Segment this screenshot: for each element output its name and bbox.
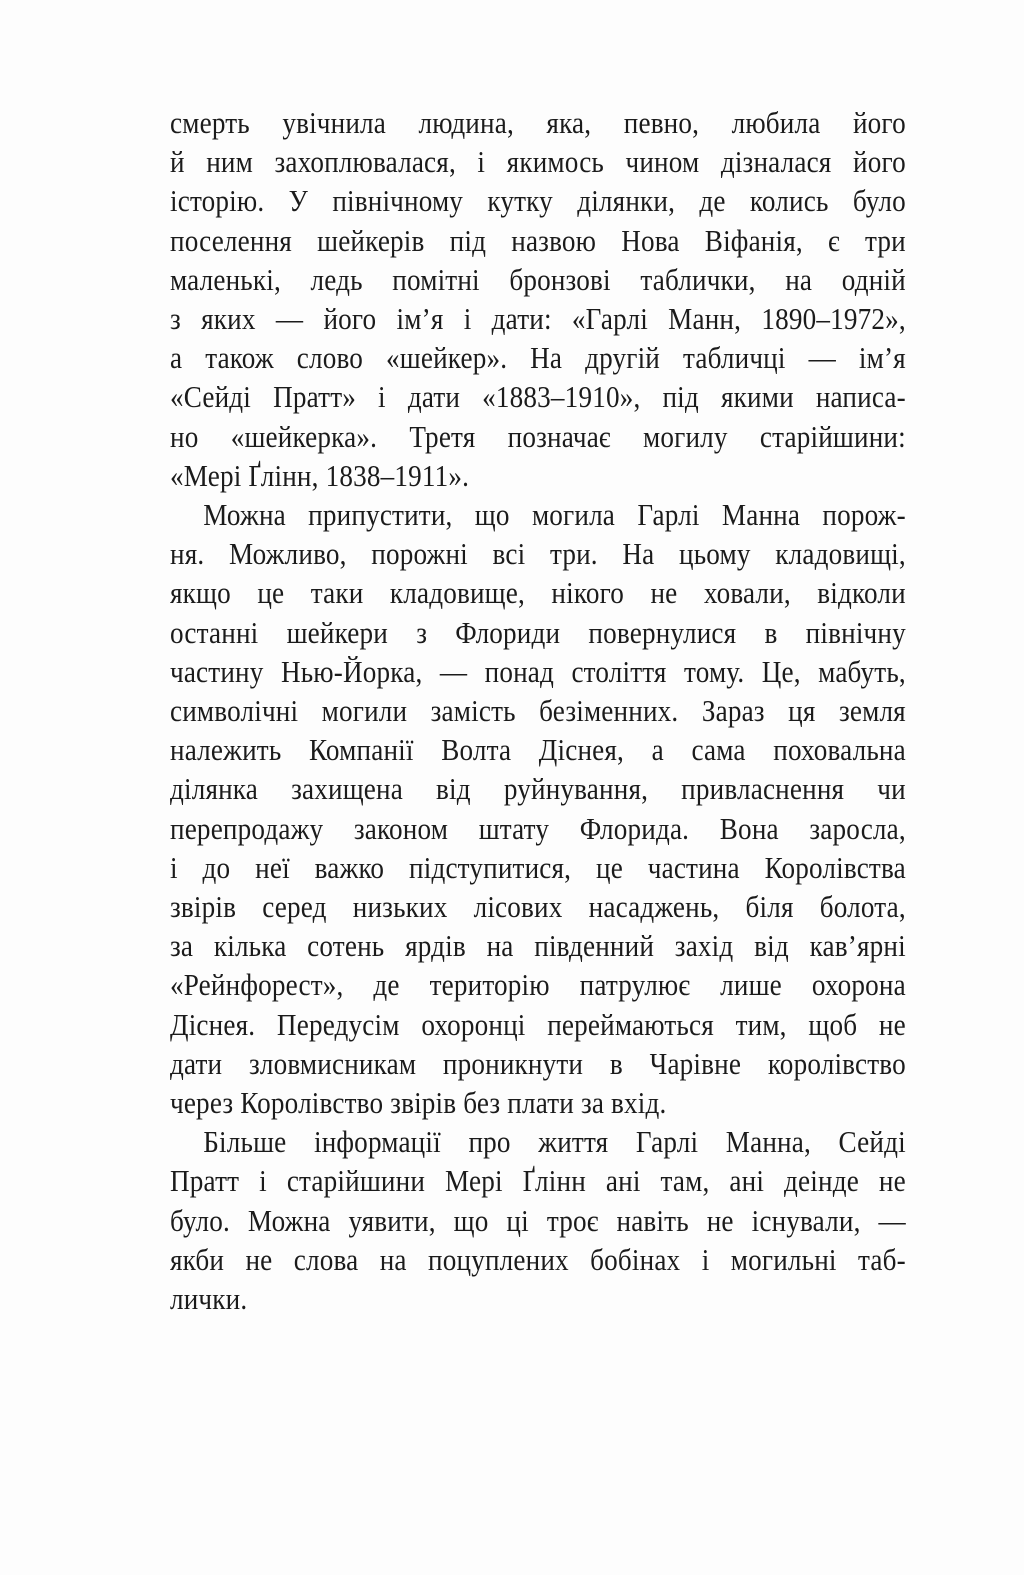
text-line: з яких — його ім’я і дати: «Гарлі Манн, 1890–1972», bbox=[170, 301, 906, 337]
text-line: якби не слова на поцуплених бобінах і могильні таб- bbox=[170, 1241, 906, 1277]
text-line: символічні могили замість безіменних. Зараз ця земля bbox=[170, 693, 906, 729]
text-line: частину Нью-Йорка, — понад століття тому. Це, мабуть, bbox=[170, 653, 906, 689]
text-line: останні шейкери з Флориди повернулися в північну bbox=[170, 614, 906, 650]
text-line: Можна припустити, що могила Гарлі Манна порож- bbox=[203, 497, 906, 533]
text-line: маленькі, ледь помітні бронзові таблички, на одній bbox=[170, 261, 906, 297]
text-line: а також слово «шейкер». На другій табличці — ім’я bbox=[170, 340, 906, 376]
text-line: ня. Можливо, порожні всі три. На цьому кладовищі, bbox=[170, 536, 906, 572]
text-line: звірів серед низьких лісових насаджень, біля болота, bbox=[170, 889, 906, 925]
text-line: но «шейкерка». Третя позначає могилу старійшини: bbox=[170, 418, 906, 454]
text-line: «Рейнфорест», де територію патрулює лише охорона bbox=[170, 967, 906, 1003]
text-line: історію. У північному кутку ділянки, де колись було bbox=[170, 183, 906, 219]
body-text bbox=[170, 103, 906, 1318]
text-line: перепродажу законом штату Флорида. Вона заросла, bbox=[170, 810, 906, 846]
text-line: Пратт і старійшини Мері Ґлінн ані там, ані деінде не bbox=[170, 1163, 906, 1199]
text-line: дати зловмисникам проникнути в Чарівне королівство bbox=[170, 1045, 906, 1081]
text-line: належить Компанії Волта Діснея, а сама поховальна bbox=[170, 732, 906, 768]
text-line: «Сейді Пратт» і дати «1883–1910», під якими написа- bbox=[170, 379, 906, 415]
text-line: «Мері Ґлінн, 1838–1911». bbox=[170, 457, 470, 493]
text-line: було. Можна уявити, що ці троє навіть не існували, — bbox=[170, 1202, 906, 1238]
text-line: лички. bbox=[170, 1281, 248, 1317]
text-line: Більше інформації про життя Гарлі Манна, Сейді bbox=[203, 1124, 906, 1160]
text-line: ділянка захищена від руйнування, привласнення чи bbox=[170, 771, 906, 807]
text-line: за кілька сотень ярдів на південний захід від кав’ярні bbox=[170, 928, 906, 964]
text-line: поселення шейкерів під назвою Нова Віфанія, є три bbox=[170, 222, 906, 258]
text-line: Діснея. Передусім охоронці переймаються тим, щоб не bbox=[170, 1006, 906, 1042]
text-line: через Королівство звірів без плати за вхід. bbox=[170, 1085, 667, 1121]
text-line: і до неї важко підступитися, це частина Королівства bbox=[170, 849, 906, 885]
text-line: й ним захоплювалася, і якимось чином дізналася його bbox=[170, 144, 906, 180]
text-line: якщо це таки кладовище, нікого не ховали, відколи bbox=[170, 575, 906, 611]
text-line: смерть увічнила людина, яка, певно, любила його bbox=[170, 105, 906, 140]
